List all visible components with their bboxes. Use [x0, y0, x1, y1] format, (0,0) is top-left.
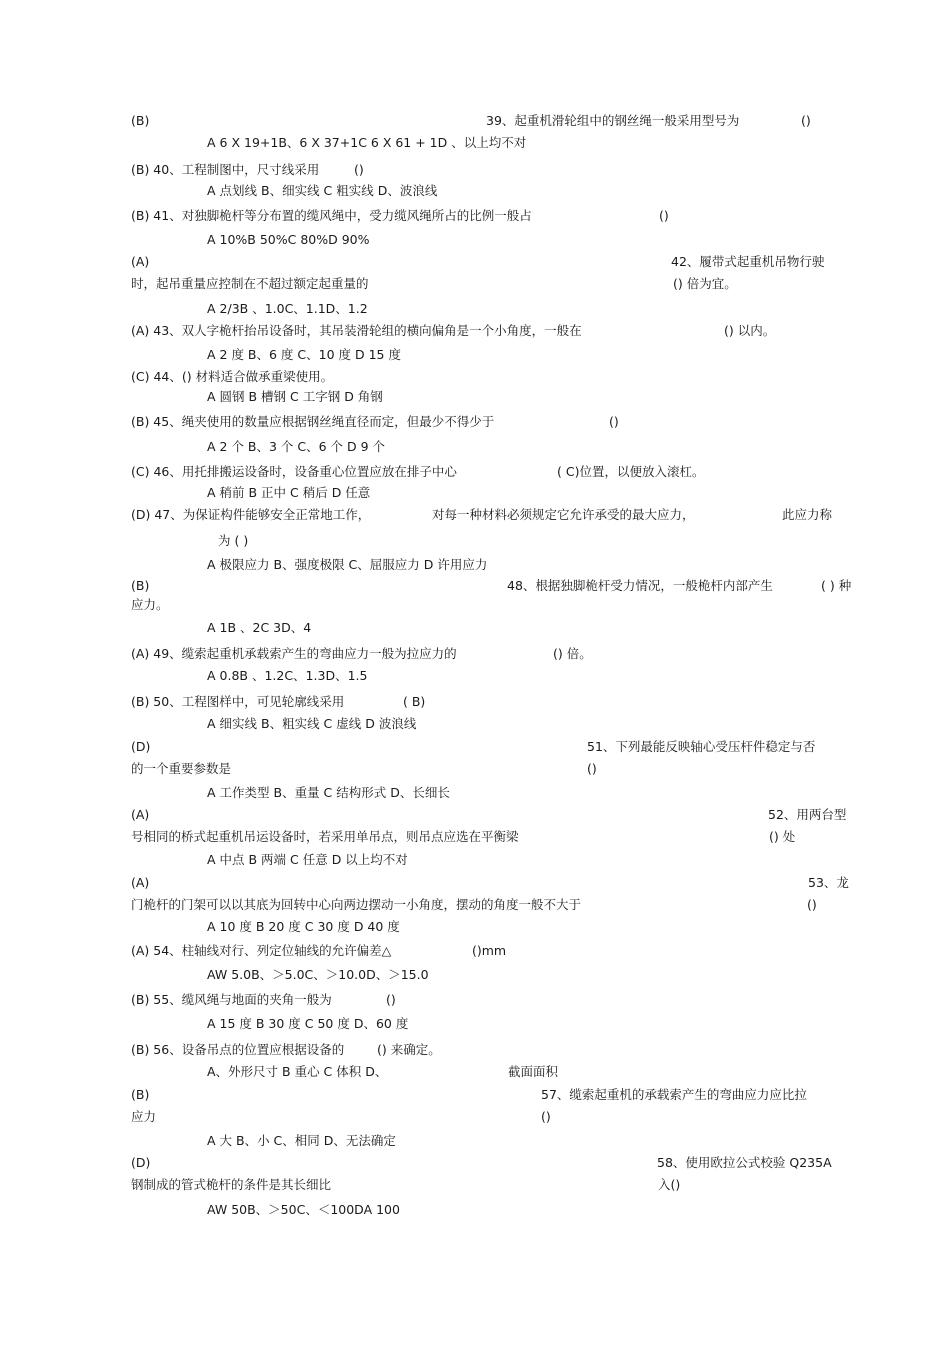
question-48-cont: 应力。: [131, 597, 169, 612]
blank-parens: () 处: [769, 829, 796, 844]
blank-parens: (): [587, 761, 597, 776]
options-45: A 2 个 B、3 个 C、6 个 D 9 个: [207, 439, 386, 454]
options-43: A 2 度 B、6 度 C、10 度 D 15 度: [207, 347, 401, 362]
question-53-cont: 门桅杆的门架可以以其底为回转中心向两边摆动一小角度，摆动的角度一般不大于: [131, 897, 582, 912]
answer-label: (A): [131, 254, 150, 269]
options-48: A 1B 、2C 3D、4: [207, 620, 312, 635]
options-53: A 10 度 B 20 度 C 30 度 D 40 度: [207, 919, 400, 934]
options-57: A 大 B、小 C、相同 D、无法确定: [207, 1133, 396, 1148]
options-42: A 2/3B 、1.0C、1.1D、1.2: [207, 301, 368, 316]
question-57: 57、缆索起重机的承载索产生的弯曲应力应比拉: [541, 1087, 807, 1102]
options-55: A 15 度 B 30 度 C 50 度 D、60 度: [207, 1016, 409, 1031]
blank-parens: (): [801, 113, 811, 128]
question-49: (A) 49、缆索起重机承载索产生的弯曲应力一般为拉应力的: [131, 646, 457, 661]
question-58-cont: 钢制成的管式桅杆的条件是其长细比: [131, 1177, 332, 1192]
question-43: (A) 43、双人字桅杆抬吊设备时，其吊装滑轮组的横向偏角是一个小角度，一般在: [131, 323, 582, 338]
answer-label: (D): [131, 739, 151, 754]
blank-parens: ( B): [403, 694, 426, 709]
blank-parens: ()mm: [472, 943, 507, 958]
question-39: 39、起重机滑轮组中的钢丝绳一般采用型号为: [486, 113, 740, 128]
blank-parens: (): [609, 414, 619, 429]
question-45: (B) 45、绳夹使用的数量应根据钢丝绳直径而定，但最少不得少于: [131, 414, 495, 429]
answer-label: (B): [131, 578, 150, 593]
options-58: AW 50B、＞50C、＜100DA 100: [207, 1202, 400, 1217]
blank-parens: (): [807, 897, 817, 912]
question-41: (B) 41、对独脚桅杆等分布置的缆风绳中，受力缆风绳所占的比例一般占: [131, 208, 532, 223]
question-48: 48、根据独脚桅杆受力情况，一般桅杆内部产生: [507, 578, 773, 593]
question-52-cont: 号相同的桥式起重机吊运设备时，若采用单吊点，则吊点应选在平衡梁: [131, 829, 519, 844]
question-46-cont: ( C)位置，以便放入滚杠。: [557, 464, 705, 479]
blank-parens: () 倍。: [553, 646, 592, 661]
answer-label: (A): [131, 875, 150, 890]
options-40: A 点划线 B、细实线 C 粗实线 D、波浪线: [207, 183, 438, 198]
question-42-cont: 时，起吊重量应控制在不超过额定起重量的: [131, 276, 369, 291]
question-53: 53、龙: [808, 875, 849, 890]
answer-label: (D): [131, 1155, 151, 1170]
question-42: 42、履带式起重机吊物行驶: [671, 254, 825, 269]
question-55: (B) 55、缆风绳与地面的夹角一般为: [131, 992, 332, 1007]
options-39: A 6 X 19+1B、6 X 37+1C 6 X 61 + 1D 、以上均不对: [207, 135, 527, 150]
options-51: A 工作类型 B、重量 C 结构形式 D、长细长: [207, 785, 450, 800]
blank-parens: 入(): [658, 1177, 681, 1192]
question-44: (C) 44、() 材料适合做承重梁使用。: [131, 369, 334, 384]
blank-parens: (): [354, 162, 364, 177]
question-40: (B) 40、工程制图中，尺寸线采用: [131, 162, 320, 177]
blank-parens: (): [386, 992, 396, 1007]
question-58: 58、使用欧拉公式校验 Q235A: [657, 1155, 832, 1170]
options-56-cont: 截面面积: [508, 1064, 559, 1079]
options-54: AW 5.0B、＞5.0C、＞10.0D、＞15.0: [207, 967, 429, 982]
blank-parens: () 来确定。: [377, 1042, 441, 1057]
question-51: 51、下列最能反映轴心受压杆件稳定与否: [587, 739, 816, 754]
answer-label: (B): [131, 113, 150, 128]
question-56: (B) 56、设备吊点的位置应根据设备的: [131, 1042, 345, 1057]
question-50: (B) 50、工程图样中，可见轮廓线采用: [131, 694, 345, 709]
question-57-cont: 应力: [131, 1109, 157, 1124]
options-47: A 极限应力 B、强度极限 C、屈服应力 D 许用应力: [207, 557, 488, 572]
question-52: 52、用两台型: [768, 807, 847, 822]
question-47-cont: 此应力称: [782, 507, 833, 522]
blank-parens: () 倍为宜。: [673, 276, 737, 291]
question-47: (D) 47、为保证构件能够安全正常地工作，: [131, 507, 371, 522]
options-49: A 0.8B 、1.2C、1.3D、1.5: [207, 668, 368, 683]
options-50: A 细实线 B、粗实线 C 虚线 D 波浪线: [207, 716, 417, 731]
options-46: A 稍前 B 正中 C 稍后 D 任意: [207, 485, 371, 500]
question-54: (A) 54、柱轴线对行、列定位轴线的允许偏差△: [131, 943, 392, 958]
question-47-cont: 对每一种材料必须规定它允许承受的最大应力，: [432, 507, 695, 522]
question-47-cont: 为 ( ): [218, 533, 249, 548]
blank-parens: (): [541, 1109, 551, 1124]
options-44: A 圆钢 B 槽钢 C 工字钢 D 角钢: [207, 389, 383, 404]
options-56: A、外形尺寸 B 重心 C 体积 D、: [207, 1064, 388, 1079]
options-52: A 中点 B 两端 C 任意 D 以上均不对: [207, 852, 408, 867]
blank-parens: () 以内。: [724, 323, 776, 338]
options-41: A 10%B 50%C 80%D 90%: [207, 232, 370, 247]
answer-label: (A): [131, 807, 150, 822]
blank-parens: (): [659, 208, 669, 223]
answer-label: (B): [131, 1087, 150, 1102]
question-51-cont: 的一个重要参数是: [131, 761, 232, 776]
blank-parens: ( ) 种: [821, 578, 852, 593]
question-46: (C) 46、用托排搬运设备时，设备重心位置应放在排子中心: [131, 464, 457, 479]
